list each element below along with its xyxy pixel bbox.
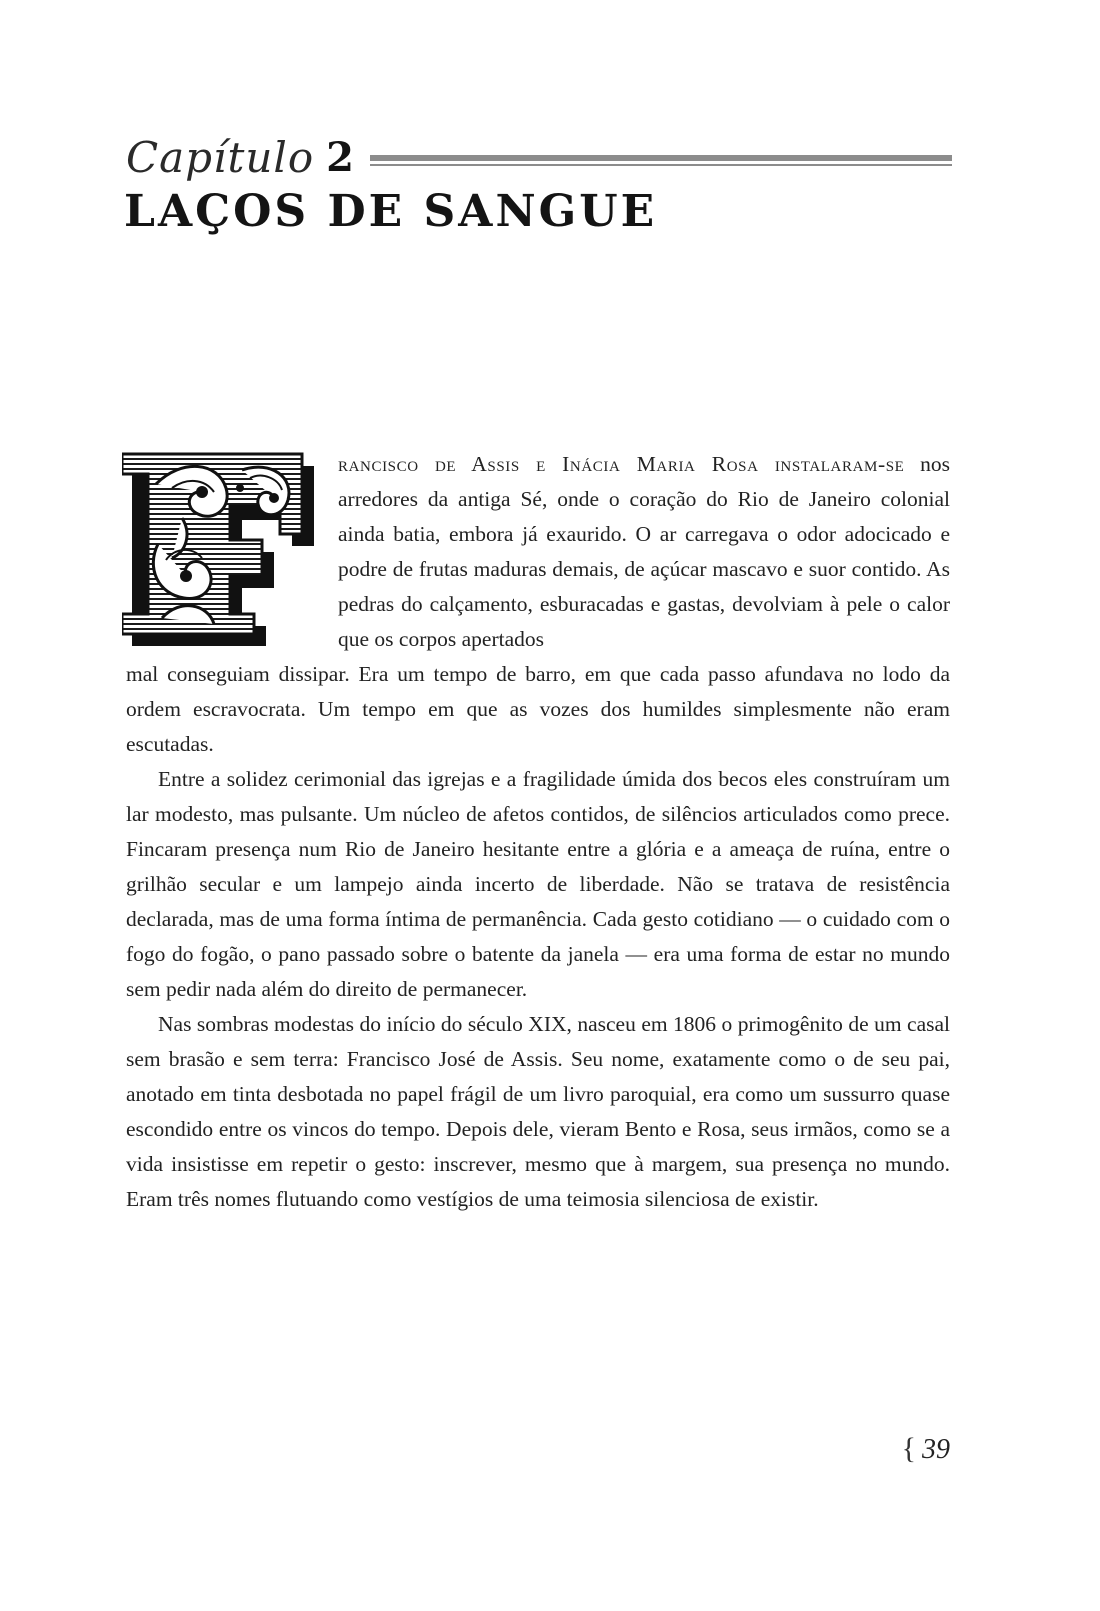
chapter-rule — [370, 155, 952, 166]
chapter-heading — [126, 128, 952, 188]
paragraph-1-text: nos arredores da antiga Sé, onde o coração do Rio de Janeiro colonial ainda batia, embora já exaurido. O ar carregava o odor adocicado e podre de frutas maduras demais, de açúcar mascavo e suor contido. As pedras do calçamento, esburacadas e gastas, devolviam à pele o calor que os corpos apertados — [338, 452, 950, 651]
paragraph-2: Entre a solidez cerimonial das igrejas e a fragilidade úmida dos becos eles construíram um lar modesto, mas pulsante. Um núcleo de afetos contidos, de silêncios articulados como prece. Fincaram presença num Rio de Janeiro hesitante entre a glória e a ameaça de ruína, entre o grilhão secular e um lampejo ainda incerto de liberdade. Não se tratava de resistência declarada, mas de uma forma íntima de permanência. Cada gesto cotidiano — o cuidado com o fogo do fogão, o pano passado sobre o batente da janela — era uma forma de estar no mundo sem pedir nada além do direito de permanecer. — [126, 767, 950, 1001]
chapter-label: Capítulo — [126, 133, 315, 182]
chapter-number: 2 — [326, 134, 354, 181]
paragraph-3: Nas sombras modestas do início do século XIX, nasceu em 1806 o primogênito de um casal sem brasão e sem terra: Francisco José de Assis. Seu nome, exatamente como o de seu pai, anotado em tinta desbotada no papel frágil de um livro paroquial, era como um sussurro quase escondido entre os vincos do tempo. Depois dele, vieram Bento e Rosa, seus irmãos, como se a vida insistisse em repetir o gesto: inscrever, mesmo que à margem, sua presença no mundo. Eram três nomes flutuando como vestígios de uma teimosia silenciosa de existir. — [126, 1012, 950, 1211]
paragraph-1-lead: rancisco de Assis e Inácia Maria Rosa instalaram-se — [338, 452, 905, 476]
body-text — [126, 657, 950, 1217]
page-number: 39 — [922, 1434, 950, 1465]
dropcap-letter-f — [122, 448, 324, 646]
paragraph-1-continuation: mal conseguiam dissipar. Era um tempo de barro, em que cada passo afundava no lodo da ordem escravocrata. Um tempo em que as vozes dos humildes simplesmente não eram escutadas. — [126, 662, 950, 756]
paragraph-1-beside-dropcap — [338, 447, 950, 657]
page-folio — [902, 1432, 950, 1466]
chapter-title: LAÇOS DE SANGUE — [124, 186, 658, 237]
folio-brace: { — [901, 1432, 916, 1465]
